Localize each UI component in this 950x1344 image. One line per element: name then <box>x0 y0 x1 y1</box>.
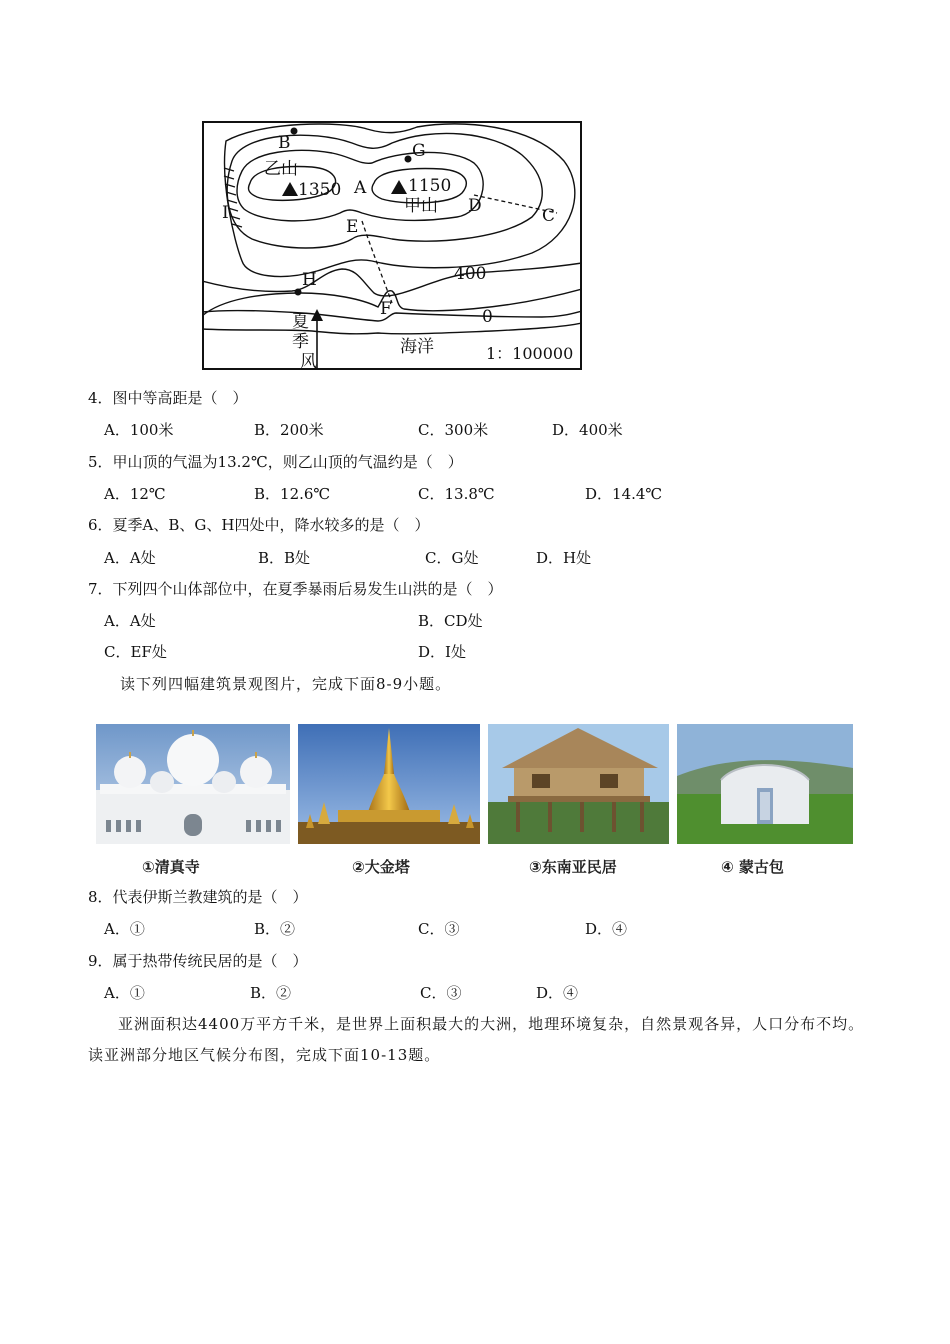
q6-option-c: C．G处 <box>425 549 479 567</box>
svg-text:B: B <box>278 133 291 153</box>
photo-mosque <box>96 724 290 844</box>
q7-option-a: A．A处 <box>104 612 156 630</box>
svg-text:1：100000: 1：100000 <box>486 344 574 363</box>
question-4: 4．图中等高距是（ ） <box>88 389 248 407</box>
q6-option-a: A．A处 <box>104 549 156 567</box>
question-5: 5．甲山顶的气温为13.2℃，则乙山顶的气温约是（ ） <box>88 453 463 471</box>
q4-option-d: D．400米 <box>552 421 623 439</box>
question-8: 8．代表伊斯兰教建筑的是（ ） <box>88 888 308 906</box>
q4-option-a: A．100米 <box>104 421 174 439</box>
point-g <box>405 156 412 163</box>
question-9: 9．属于热带传统民居的是（ ） <box>88 952 308 970</box>
svg-text:风: 风 <box>300 352 317 370</box>
q9-option-d: D．④ <box>536 984 579 1002</box>
photo-stilt-house <box>488 724 669 844</box>
svg-text:海洋: 海洋 <box>400 337 434 357</box>
contour-map <box>202 121 582 370</box>
q5-option-b: B．12.6℃ <box>254 485 331 503</box>
svg-text:I: I <box>222 203 229 223</box>
svg-text:季: 季 <box>292 332 309 352</box>
svg-text:1150: 1150 <box>408 176 452 196</box>
svg-text:E: E <box>346 217 359 237</box>
q9-option-a: A．① <box>104 984 145 1002</box>
svg-text:0: 0 <box>482 307 493 327</box>
point-b <box>291 128 298 135</box>
caption-golden-pagoda: ②大金塔 <box>352 858 410 876</box>
photo-golden-pagoda <box>298 724 480 844</box>
photo-yurt <box>677 724 853 844</box>
q5-option-a: A．12℃ <box>104 485 166 503</box>
point-h <box>295 289 302 296</box>
svg-text:400: 400 <box>454 264 487 284</box>
caption-yurt: ④ 蒙古包 <box>721 858 784 876</box>
svg-text:H: H <box>302 270 317 290</box>
q8-option-b: B．② <box>254 920 296 938</box>
intro-8-9: 读下列四幅建筑景观图片，完成下面8-9小题。 <box>120 675 452 693</box>
q8-option-a: A．① <box>104 920 145 938</box>
svg-text:G: G <box>412 141 426 161</box>
q8-option-c: C．③ <box>418 920 460 938</box>
svg-text:1350: 1350 <box>298 180 342 200</box>
svg-text:F: F <box>380 299 392 319</box>
question-7: 7．下列四个山体部位中，在夏季暴雨后易发生山洪的是（ ） <box>88 580 503 598</box>
svg-text:甲山: 甲山 <box>404 196 438 216</box>
q6-option-b: B．B处 <box>258 549 311 567</box>
q9-option-b: B．② <box>250 984 292 1002</box>
question-6: 6．夏季A、B、G、H四处中，降水较多的是（ ） <box>88 516 430 534</box>
svg-text:夏: 夏 <box>292 312 309 332</box>
svg-text:A: A <box>354 178 367 198</box>
caption-mosque: ①清真寺 <box>142 858 200 876</box>
q7-option-d: D．I处 <box>418 643 466 661</box>
q8-option-d: D．④ <box>585 920 628 938</box>
caption-stilt-house: ③东南亚民居 <box>529 858 617 876</box>
svg-text:D: D <box>468 196 482 216</box>
q9-option-c: C．③ <box>420 984 462 1002</box>
q5-option-d: D．14.4℃ <box>585 485 663 503</box>
svg-text:乙山: 乙山 <box>264 159 298 179</box>
q5-option-c: C．13.8℃ <box>418 485 495 503</box>
intro-10-13: 亚洲面积达4400万平方千米，是世界上面积最大的大洲，地理环境复杂，自然景观各异，人口分布不均。读亚洲部分地区气候分布图，完成下面10-13题。 <box>88 1015 865 1064</box>
q4-option-c: C．300米 <box>418 421 489 439</box>
q4-option-b: B．200米 <box>254 421 324 439</box>
q7-option-b: B．CD处 <box>418 612 483 630</box>
svg-text:C: C <box>542 206 556 226</box>
q6-option-d: D．H处 <box>536 549 592 567</box>
q7-option-c: C．EF处 <box>104 643 167 661</box>
